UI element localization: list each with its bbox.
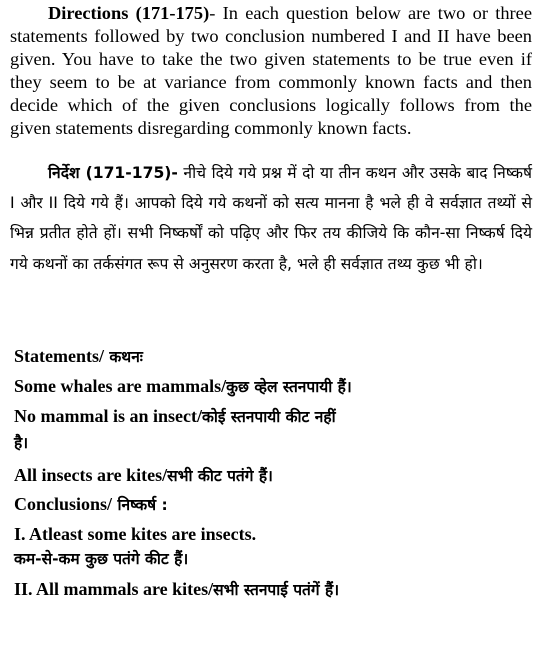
directions-body-hi: नीचे दिये गये प्रश्न में दो या तीन कथन और उसके बाद निष्कर्ष I और II दिये गये हैं। आपको दिये गये कथनों को सत्य मानना है भले ही वे सर्वज्ञात तथ्यों से भिन्न प्रतीत होते हों। सभी निष्कर्षों को पढ़िए और फिर तय कीजिये कि कौन-सा निष्कर्ष दिये गये कथनों का तर्कसंगत रूप से अनुसरण करता है, भले ही सर्वज्ञात तथ्य कुछ भी हो। [10, 164, 532, 273]
conclusion-1-hindi: कम-से-कम कुछ पतंगे कीट हैं। [14, 550, 189, 568]
statement-2-continued: है। [14, 434, 29, 452]
statements-label: Statements/ कथनः [14, 346, 143, 366]
statement-3: All insects are kites/सभी कीट पतंगे हैं। [14, 465, 273, 485]
conclusion-2: II. All mammals are kites/सभी स्तनपाई पतंगें हैं। [14, 579, 340, 599]
directions-body-en: - In each question below are two or three statements followed by two conclusion numbered I and II have been given. You have to take the two given statements to be true even if they seem to be at variance from commonly known facts and then decide which of the given conclusions logically follows from the given statements disregarding commonly known facts. [10, 3, 532, 139]
directions-heading-hi: निर्देश (171-175)- [48, 164, 178, 182]
directions-english [10, 2, 532, 141]
conclusions-label: Conclusions/ निष्कर्ष : [14, 494, 168, 514]
statement-1: Some whales are mammals/कुछ व्हेल स्तनपायी हैं। [14, 376, 352, 396]
conclusion-1: I. Atleast some kites are insects. [14, 524, 257, 544]
directions-hindi [10, 158, 532, 279]
statement-2: No mammal is an insect/कोई स्तनपायी कीट नहीं [14, 406, 336, 426]
directions-heading-en: Directions (171-175) [48, 3, 210, 23]
